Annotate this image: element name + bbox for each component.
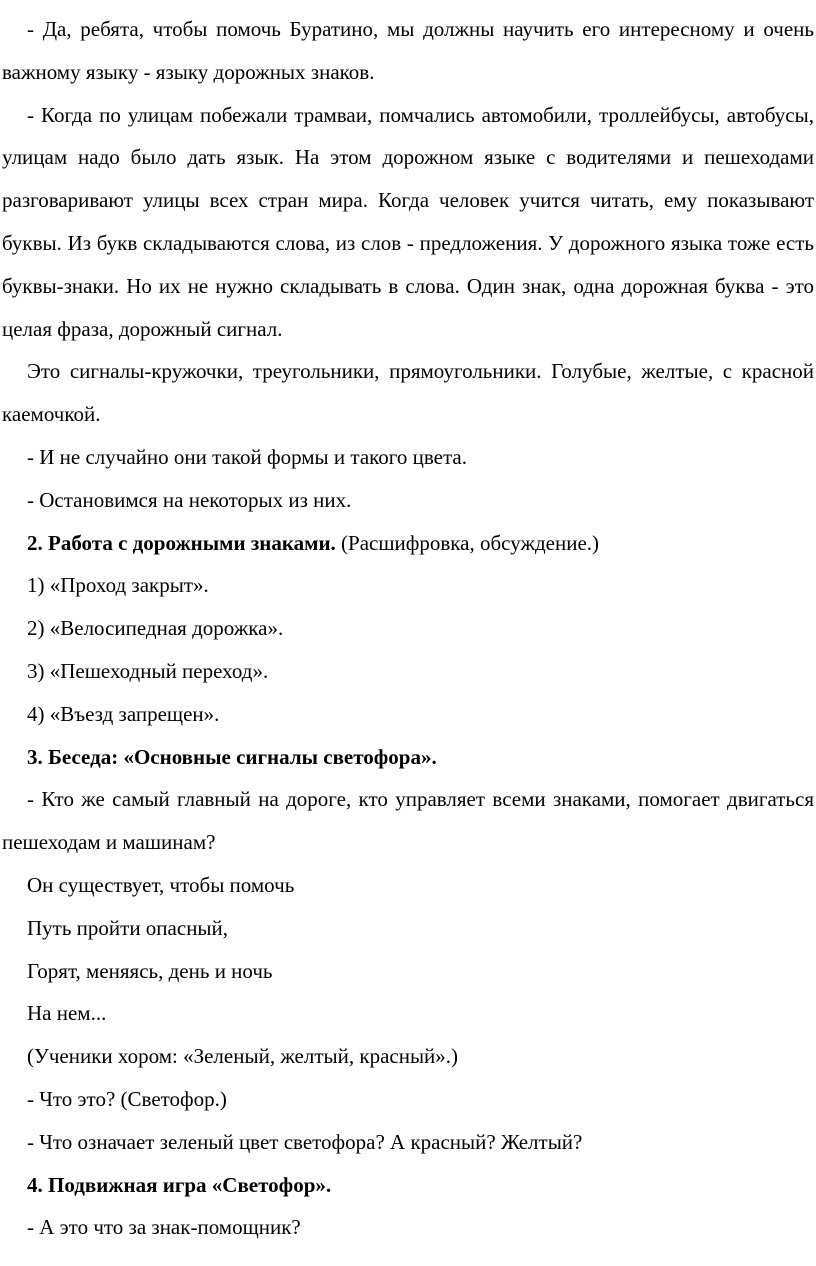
paragraph-road-language: - Когда по улицам побежали трамваи, помчались автомобили, троллейбусы, автобусы, улицам надо было дать язык. На этом дорожном языке с водителями и пешеходами разговаривают улицы всех стран мира. Когда человек учится читать, ему показывают буквы. Из букв складываются слова, из слов - предложения. У дорожного языка тоже есть буквы-знаки. Но их не нужно складывать в слова. Один знак, одна дорожная буква - это целая фраза, дорожный сигнал. — [2, 102, 814, 341]
section-2-heading-line — [2, 522, 814, 565]
section-2-heading: 2. Работа с дорожными знаками. — [27, 530, 336, 555]
paragraph-signal-shapes: Это сигналы-кружочки, треугольники, прямоугольники. Голубые, желтые, с красной каемочкой. — [2, 359, 814, 427]
paragraph-main-question: - Кто же самый главный на дороге, кто управляет всеми знаками, помогает двигаться пешеходам и машинам? — [2, 787, 814, 855]
paragraph-colors-question: - Что означает зеленый цвет светофора? А красный? Желтый? — [27, 1129, 583, 1154]
sign-list-item: 2) «Велосипедная дорожка». — [27, 616, 284, 641]
section-2-note: (Расшифровка, обсуждение.) — [335, 530, 600, 555]
sign-list-item: 1) «Проход закрыт». — [27, 573, 209, 598]
sign-list-item: 3) «Пешеходный переход». — [27, 658, 269, 683]
poem-line: Он существует, чтобы помочь — [27, 872, 295, 897]
poem-line: Путь пройти опасный, — [27, 915, 229, 940]
section-4-heading: 4. Подвижная игра «Светофор». — [27, 1172, 332, 1197]
paragraph-stop-on-some: - Остановимся на некоторых из них. — [27, 487, 352, 512]
sign-list-item: 4) «Въезд запрещен». — [27, 701, 220, 726]
poem-line: На нем... — [27, 1001, 107, 1026]
paragraph-what-is-it: - Что это? (Светофор.) — [27, 1086, 227, 1111]
poem-line: Горят, меняясь, день и ночь — [27, 958, 273, 983]
paragraph-intro: - Да, ребята, чтобы помочь Буратино, мы должны научить его интересному и очень важному языку - языку дорожных знаков. — [2, 17, 814, 84]
paragraph-not-random: - И не случайно они такой формы и такого цвета. — [27, 444, 467, 469]
section-3-heading: 3. Беседа: «Основные сигналы светофора». — [27, 744, 437, 769]
paragraph-pupils-answer: (Ученики хором: «Зеленый, желтый, красный».) — [27, 1044, 459, 1069]
paragraph-helper-sign: - А это что за знак-помощник? — [27, 1215, 301, 1240]
